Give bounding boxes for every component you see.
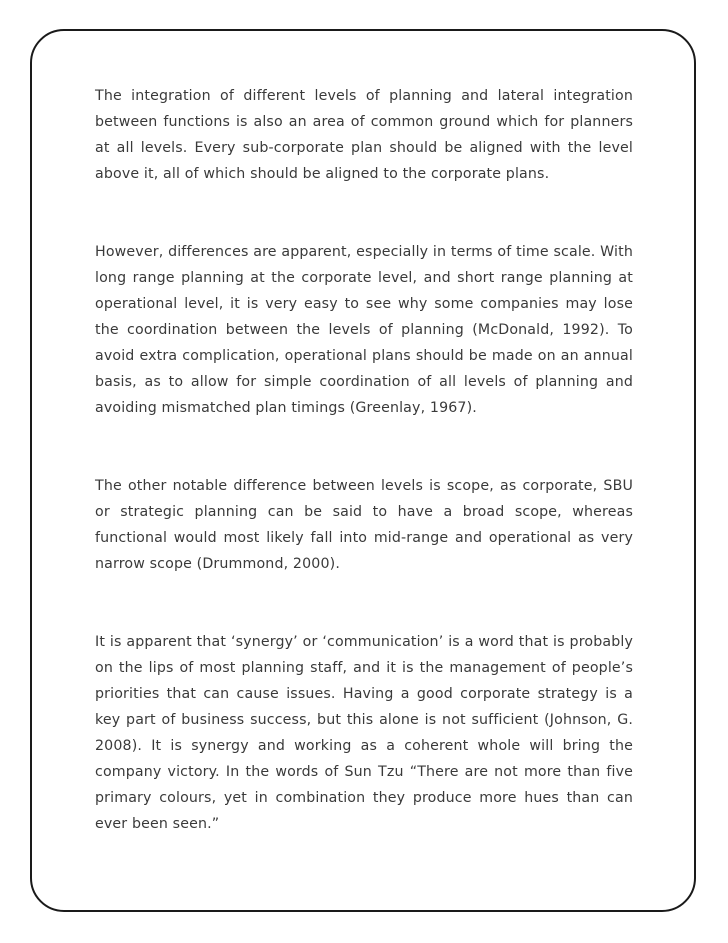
paragraph-scope: The other notable difference between levels is scope, as corporate, SBU or strategic planning can be said to have a broad scope, whereas functional would most likely fall into mid-range and operational as very narrow scope (Drummond, 2000). <box>95 478 633 572</box>
paragraph-differences: However, differences are apparent, especially in terms of time scale. With long range planning at the corporate level, and short range planning at operational level, it is very easy to see why some companies may lose the coordination between the levels of planning (McDonald, 1992). To avoid extra complication, operational plans should be made on an annual basis, as to allow for simple coordination of all levels of planning and avoiding mismatched plan timings (Greenlay, 1967). <box>95 244 633 416</box>
paragraph-spacer <box>95 577 633 629</box>
paragraph-spacer <box>95 187 633 239</box>
paragraph-integration: The integration of different levels of planning and lateral integration between functions is also an area of common ground which for planners at all levels. Every sub-corporate plan should be aligned with the level above it, all of which should be aligned to the corporate plans. <box>95 88 633 182</box>
paragraph-synergy: It is apparent that ‘synergy’ or ‘communication’ is a word that is probably on the lips of most planning staff, and it is the management of people’s priorities that can cause issues. Having a good corporate strategy is a key part of business success, but this alone is not sufficient (Johnson, G. 2008). It is synergy and working as a coherent whole will bring the company victory. In the words of Sun Tzu “There are not more than five primary colours, yet in combination they produce more hues than can ever been seen.” <box>95 634 633 832</box>
paragraph-spacer <box>95 421 633 473</box>
document-body <box>95 83 633 837</box>
